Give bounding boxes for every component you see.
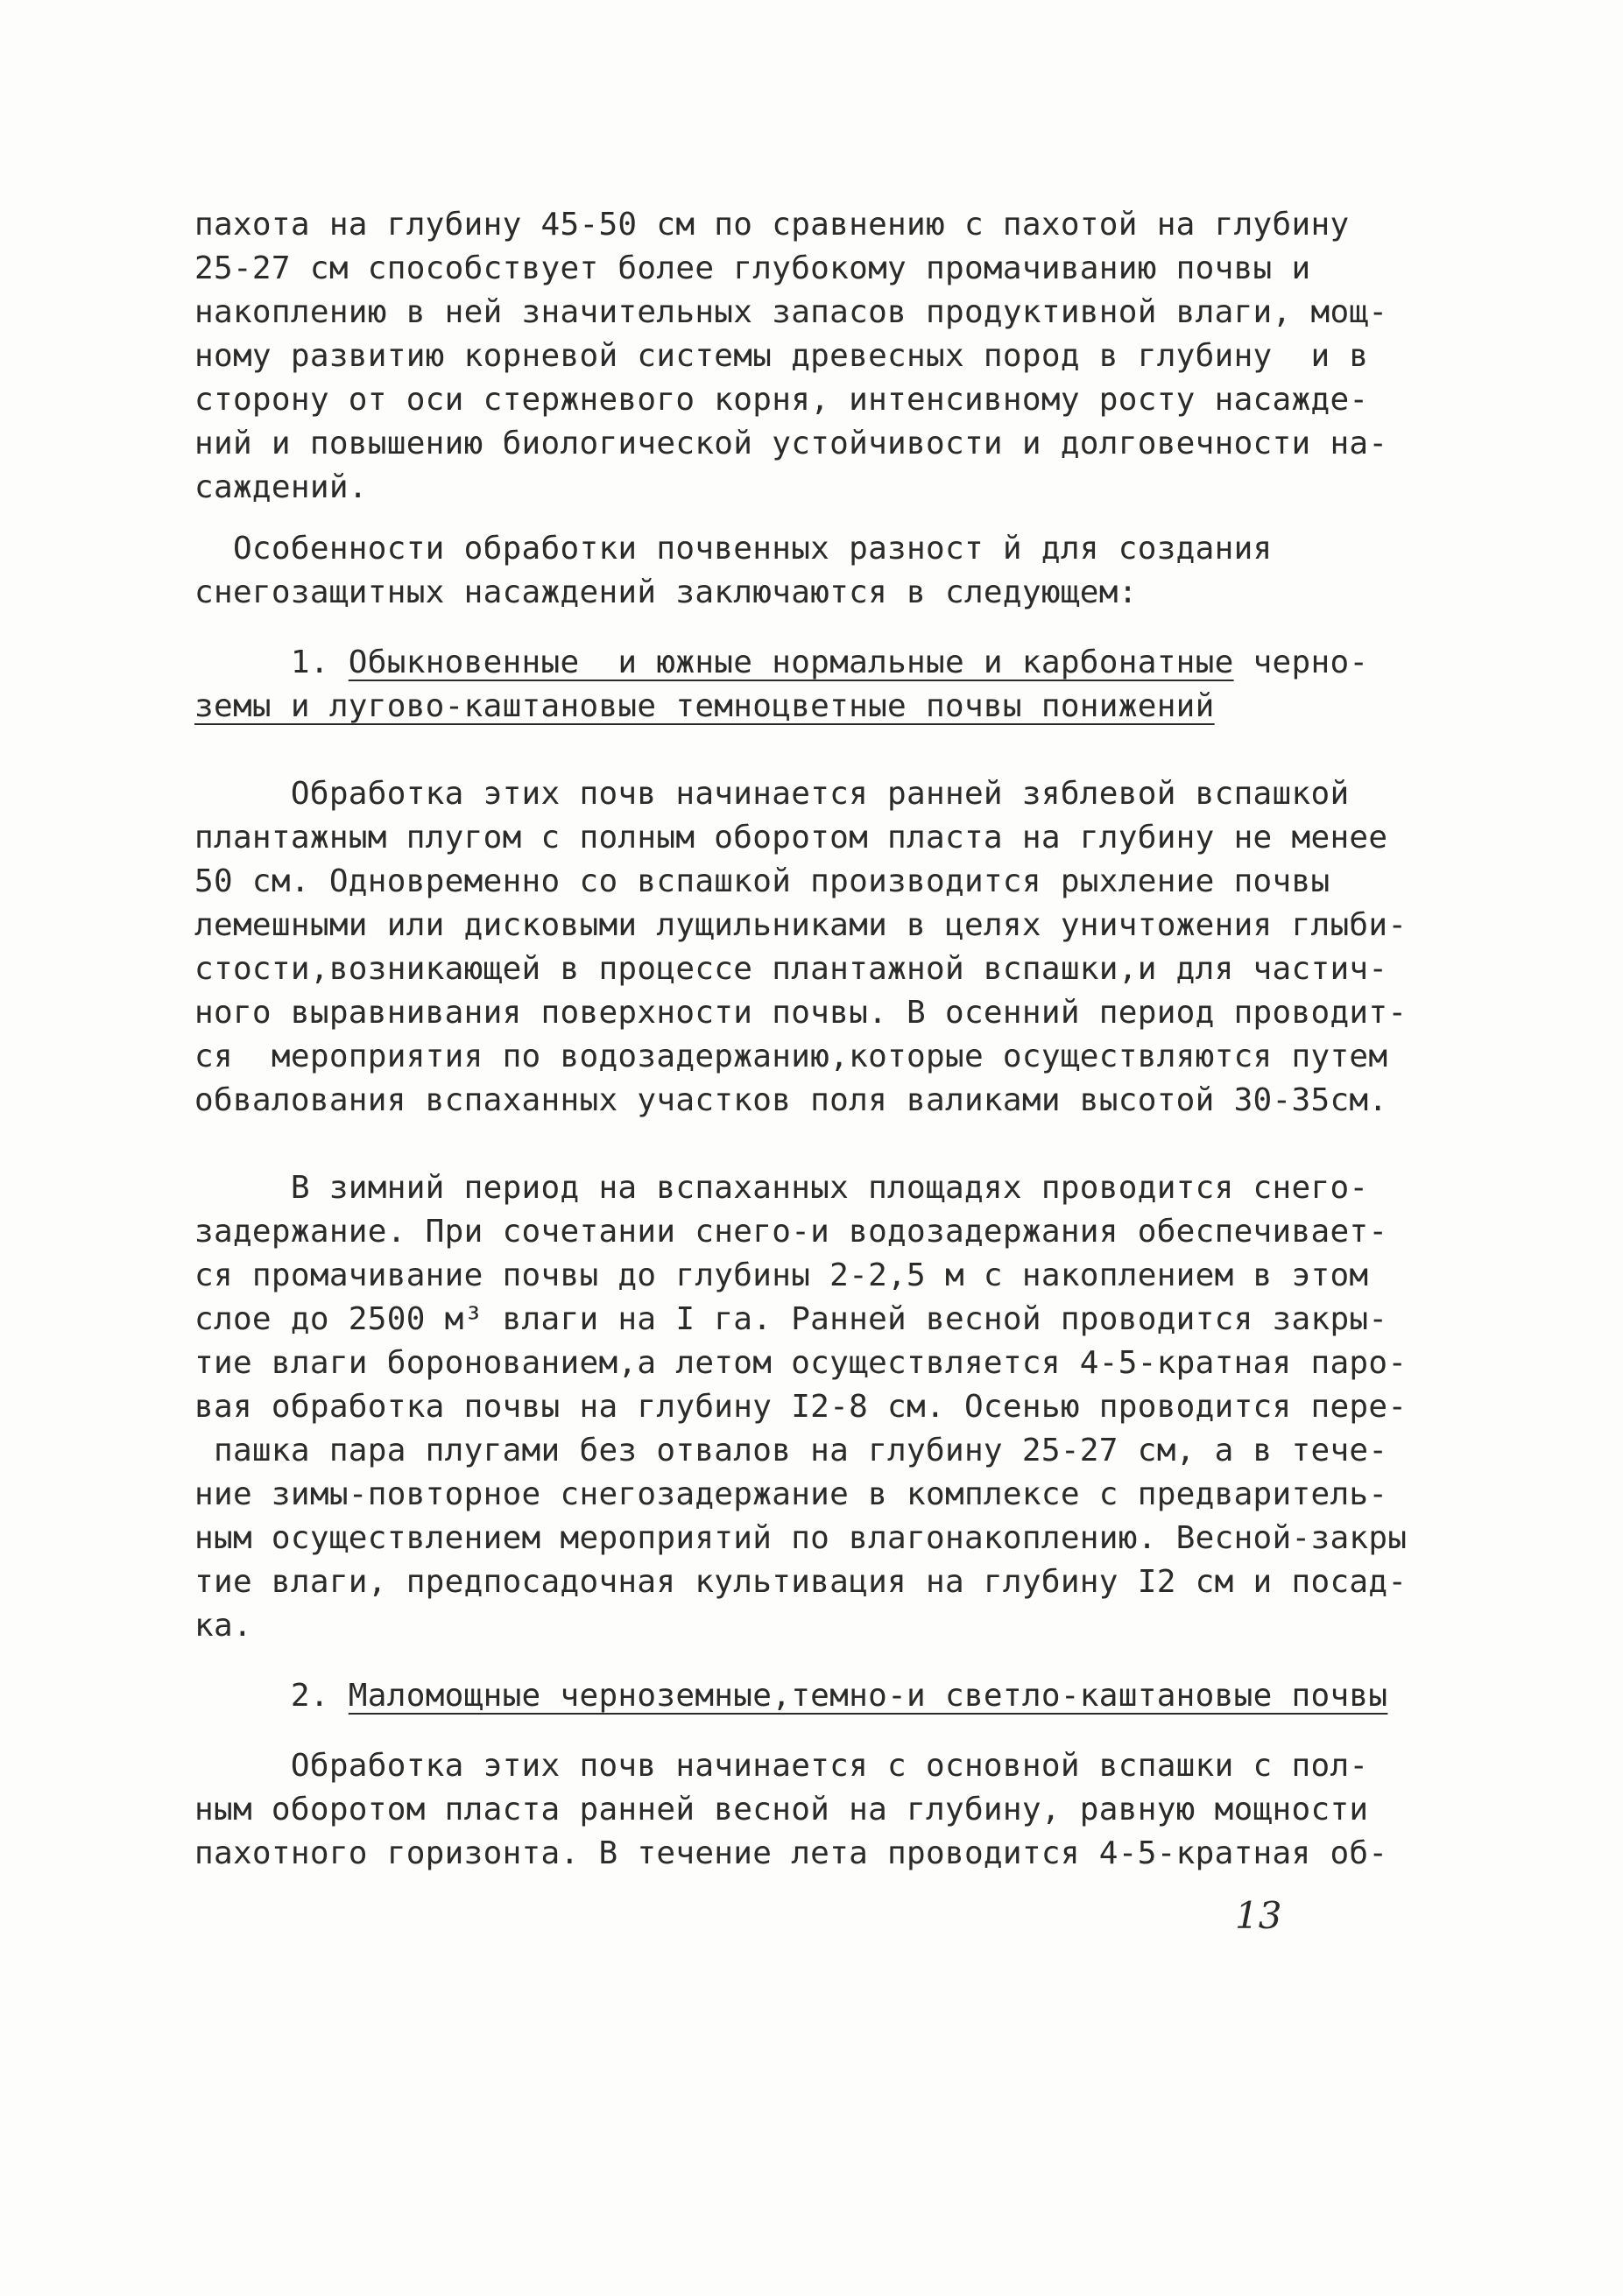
text-line: ся мероприятия по водозадержанию,которые осуществляются путем (194, 1039, 1388, 1074)
text-line: пахотного горизонта. В течение лета проводится 4-5-кратная об- (194, 1835, 1388, 1871)
text-line: ка. (194, 1608, 252, 1644)
text-line: Особенности обработки почвенных разност й для создания (194, 531, 1273, 567)
section-heading-1-continued: земы и лугово-каштановые темноцветные почвы понижений (194, 688, 1215, 724)
text-line: сторону от оси стержневого корня, интенсивному росту насажде- (194, 382, 1369, 418)
text-line: тие влаги, предпосадочная культивация на глубину I2 см и посад- (194, 1564, 1408, 1600)
text-line: задержание. При сочетании снего-и водозадержания обеспечивает- (194, 1214, 1388, 1250)
text-line: обвалования вспаханных участков поля валиками высотой 30-35см. (194, 1082, 1388, 1118)
text-line: В зимний период на вспаханных площадях проводится снего- (194, 1170, 1369, 1206)
text-line: ным осуществлением мероприятий по влагонакоплению. Весной-закры (194, 1520, 1408, 1556)
text-line: лемешными или дисковыми лущильниками в целях уничтожения глыби- (194, 907, 1408, 943)
text-line: стости,возникающей в процессе плантажной вспашки,и для частич- (194, 951, 1388, 987)
text-line: 25-27 см способствует более глубокому промачиванию почвы и (194, 250, 1311, 286)
text-line: ным оборотом пласта ранней весной на глубину, равную мощности (194, 1792, 1369, 1828)
text-line: слое до 2500 м³ влаги на I га. Ранней весной проводится закры- (194, 1301, 1388, 1337)
text-line: ному развитию корневой системы древесных пород в глубину и в (194, 338, 1369, 374)
section-heading-2: 2. Маломощные черноземные,темно-и светло-каштановые почвы (194, 1678, 1388, 1714)
text-line: плантажным плугом с полным оборотом пласта на глубину не менее (194, 820, 1388, 856)
text-line: пашка пара плугами без отвалов на глубину 25-27 см, а в тече- (194, 1433, 1388, 1468)
text-line: накоплению в ней значительных запасов продуктивной влаги, мощ- (194, 294, 1388, 330)
text-line: ний и повышению биологической устойчивости и долговечности на- (194, 426, 1388, 461)
text-line: ние зимы-повторное снегозадержание в комплексе с предваритель- (194, 1476, 1388, 1512)
page-number: 13 (1235, 1894, 1282, 1937)
text-line: вая обработка почвы на глубину I2-8 см. Осенью проводится пере- (194, 1389, 1408, 1425)
text-line: пахота на глубину 45-50 см по сравнению с пахотой на глубину (194, 207, 1350, 243)
text-line: снегозащитных насаждений заключаются в следующем: (194, 574, 1138, 610)
text-line: 50 см. Одновременно со вспашкой производится рыхление почвы (194, 863, 1330, 899)
section-heading-1: 1. Обыкновенные и южные нормальные и карбонатные черно- (194, 644, 1369, 680)
text-line: ного выравнивания поверхности почвы. В осенний период проводит- (194, 995, 1408, 1031)
text-line: ся промачивание почвы до глубины 2-2,5 м с накоплением в этом (194, 1257, 1369, 1293)
text-line: Обработка этих почв начинается ранней зяблевой вспашкой (194, 776, 1350, 812)
text-line: саждений. (194, 469, 368, 505)
text-line: Обработка этих почв начинается с основной вспашки с пол- (194, 1748, 1369, 1784)
text-line: тие влаги боронованием,а летом осуществляется 4-5-кратная паро- (194, 1345, 1408, 1381)
